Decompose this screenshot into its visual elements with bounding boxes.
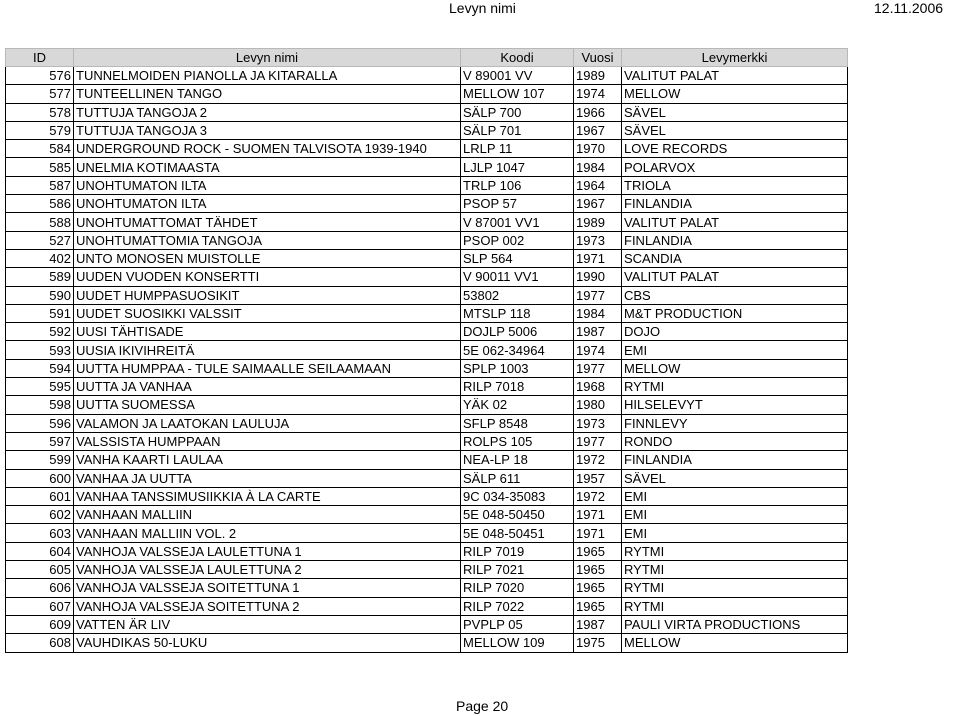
table-row — [6, 85, 848, 103]
cell-year: 1964 — [574, 176, 622, 194]
cell-label: PAULI VIRTA PRODUCTIONS — [622, 615, 848, 633]
cell-name: VAUHDIKAS 50-LUKU — [74, 634, 461, 652]
cell-year: 1971 — [574, 524, 622, 542]
table-row — [6, 542, 848, 560]
page-footer — [456, 698, 508, 714]
table-row — [6, 506, 848, 524]
cell-year: 1971 — [574, 249, 622, 267]
cell-name: UNDERGROUND ROCK - SUOMEN TALVISOTA 1939-1940 — [74, 140, 461, 158]
cell-id: 590 — [6, 286, 74, 304]
cell-id: 598 — [6, 396, 74, 414]
table-row — [6, 597, 848, 615]
cell-year: 1977 — [574, 286, 622, 304]
table-row — [6, 414, 848, 432]
table-row — [6, 579, 848, 597]
cell-year: 1972 — [574, 451, 622, 469]
cell-code: SÄLP 611 — [461, 469, 574, 487]
cell-year: 1975 — [574, 634, 622, 652]
cell-name: VANHOJA VALSSEJA SOITETTUNA 1 — [74, 579, 461, 597]
cell-label: VALITUT PALAT — [622, 268, 848, 286]
cell-id: 604 — [6, 542, 74, 560]
cell-label: VALITUT PALAT — [622, 213, 848, 231]
cell-year: 1987 — [574, 323, 622, 341]
page-number: Page 20 — [456, 698, 509, 714]
table-row — [6, 249, 848, 267]
cell-name: UUDEN VUODEN KONSERTTI — [74, 268, 461, 286]
page-title: Levyn nimi — [449, 0, 516, 16]
cell-id: 586 — [6, 195, 74, 213]
cell-id: 605 — [6, 561, 74, 579]
cell-year: 1968 — [574, 378, 622, 396]
cell-year: 1973 — [574, 231, 622, 249]
cell-id: 603 — [6, 524, 74, 542]
cell-id: 578 — [6, 103, 74, 121]
cell-code: 9C 034-35083 — [461, 487, 574, 505]
cell-name: VANHA KAARTI LAULAA — [74, 451, 461, 469]
cell-id: 402 — [6, 249, 74, 267]
column-header-label: Levymerkki — [622, 49, 848, 67]
cell-name: VANHAAN MALLIIN — [74, 506, 461, 524]
cell-year: 1980 — [574, 396, 622, 414]
cell-label: FINNLEVY — [622, 414, 848, 432]
table-row — [6, 561, 848, 579]
cell-code: 53802 — [461, 286, 574, 304]
cell-code: NEA-LP 18 — [461, 451, 574, 469]
cell-label: FINLANDIA — [622, 451, 848, 469]
cell-name: UUTTA HUMPPAA - TULE SAIMAALLE SEILAAMAAN — [74, 359, 461, 377]
table-row — [6, 487, 848, 505]
cell-name: UNOHTUMATON ILTA — [74, 195, 461, 213]
table-row — [6, 615, 848, 633]
cell-code: SPLP 1003 — [461, 359, 574, 377]
cell-label: MELLOW — [622, 359, 848, 377]
cell-label: HILSELEVYT — [622, 396, 848, 414]
table-row — [6, 378, 848, 396]
cell-year: 1973 — [574, 414, 622, 432]
cell-name: UNOHTUMATTOMAT TÄHDET — [74, 213, 461, 231]
cell-label: VALITUT PALAT — [622, 67, 848, 85]
table-row — [6, 359, 848, 377]
cell-id: 587 — [6, 176, 74, 194]
cell-label: RYTMI — [622, 542, 848, 560]
cell-label: TRIOLA — [622, 176, 848, 194]
cell-code: RILP 7022 — [461, 597, 574, 615]
cell-name: UUTTA JA VANHAA — [74, 378, 461, 396]
table-row — [6, 67, 848, 85]
cell-id: 596 — [6, 414, 74, 432]
cell-year: 1974 — [574, 341, 622, 359]
cell-code: PSOP 002 — [461, 231, 574, 249]
cell-label: RYTMI — [622, 597, 848, 615]
cell-label: RYTMI — [622, 561, 848, 579]
cell-label: RONDO — [622, 432, 848, 450]
cell-name: UUDET HUMPPASUOSIKIT — [74, 286, 461, 304]
column-header-code: Koodi — [461, 49, 574, 67]
table-row — [6, 176, 848, 194]
cell-label: SÄVEL — [622, 121, 848, 139]
cell-code: MELLOW 109 — [461, 634, 574, 652]
cell-id: 601 — [6, 487, 74, 505]
cell-code: MTSLP 118 — [461, 304, 574, 322]
records-table — [5, 48, 848, 653]
cell-label: SÄVEL — [622, 103, 848, 121]
cell-name: UNOHTUMATTOMIA TANGOJA — [74, 231, 461, 249]
cell-name: VANHOJA VALSSEJA SOITETTUNA 2 — [74, 597, 461, 615]
cell-label: MELLOW — [622, 634, 848, 652]
cell-year: 1977 — [574, 359, 622, 377]
cell-name: TUNTEELLINEN TANGO — [74, 85, 461, 103]
cell-id: 599 — [6, 451, 74, 469]
cell-year: 1984 — [574, 158, 622, 176]
cell-name: UNOHTUMATON ILTA — [74, 176, 461, 194]
cell-name: VALSSISTA HUMPPAAN — [74, 432, 461, 450]
cell-label: RYTMI — [622, 579, 848, 597]
cell-code: 5E 062-34964 — [461, 341, 574, 359]
table-row — [6, 158, 848, 176]
column-header-name: Levyn nimi — [74, 49, 461, 67]
cell-id: 602 — [6, 506, 74, 524]
cell-year: 1965 — [574, 597, 622, 615]
cell-code: ROLPS 105 — [461, 432, 574, 450]
cell-code: V 89001 VV — [461, 67, 574, 85]
cell-label: POLARVOX — [622, 158, 848, 176]
print-date: 12.11.2006 — [874, 0, 944, 16]
cell-code: PSOP 57 — [461, 195, 574, 213]
table-row — [6, 432, 848, 450]
cell-name: VATTEN ÄR LIV — [74, 615, 461, 633]
cell-id: 589 — [6, 268, 74, 286]
cell-label: SCANDIA — [622, 249, 848, 267]
cell-id: 527 — [6, 231, 74, 249]
cell-year: 1990 — [574, 268, 622, 286]
cell-year: 1987 — [574, 615, 622, 633]
table-row — [6, 451, 848, 469]
cell-code: LJLP 1047 — [461, 158, 574, 176]
table-header-row — [6, 49, 848, 67]
cell-code: 5E 048-50451 — [461, 524, 574, 542]
cell-name: VALAMON JA LAATOKAN LAULUJA — [74, 414, 461, 432]
cell-id: 576 — [6, 67, 74, 85]
cell-id: 585 — [6, 158, 74, 176]
cell-id: 595 — [6, 378, 74, 396]
table-row — [6, 140, 848, 158]
cell-name: TUTTUJA TANGOJA 2 — [74, 103, 461, 121]
table-row — [6, 231, 848, 249]
cell-code: V 87001 VV1 — [461, 213, 574, 231]
table-row — [6, 304, 848, 322]
cell-year: 1967 — [574, 195, 622, 213]
cell-code: DOJLP 5006 — [461, 323, 574, 341]
cell-code: SÄLP 700 — [461, 103, 574, 121]
page-header — [0, 0, 960, 20]
cell-code: LRLP 11 — [461, 140, 574, 158]
cell-code: 5E 048-50450 — [461, 506, 574, 524]
column-header-id: ID — [6, 49, 74, 67]
cell-year: 1957 — [574, 469, 622, 487]
cell-name: VANHAAN MALLIIN VOL. 2 — [74, 524, 461, 542]
cell-year: 1974 — [574, 85, 622, 103]
cell-name: VANHAA TANSSIMUSIIKKIA À LA CARTE — [74, 487, 461, 505]
cell-year: 1965 — [574, 561, 622, 579]
cell-name: UUDET SUOSIKKI VALSSIT — [74, 304, 461, 322]
cell-year: 1970 — [574, 140, 622, 158]
column-header-year: Vuosi — [574, 49, 622, 67]
cell-id: 608 — [6, 634, 74, 652]
table-row — [6, 103, 848, 121]
cell-id: 592 — [6, 323, 74, 341]
cell-code: SFLP 8548 — [461, 414, 574, 432]
table-row — [6, 213, 848, 231]
cell-code: MELLOW 107 — [461, 85, 574, 103]
cell-code: RILP 7019 — [461, 542, 574, 560]
cell-name: VANHOJA VALSSEJA LAULETTUNA 1 — [74, 542, 461, 560]
cell-code: SLP 564 — [461, 249, 574, 267]
cell-name: UUTTA SUOMESSA — [74, 396, 461, 414]
cell-label: M&T PRODUCTION — [622, 304, 848, 322]
cell-label: MELLOW — [622, 85, 848, 103]
cell-label: FINLANDIA — [622, 195, 848, 213]
table-body — [6, 67, 848, 653]
cell-label: EMI — [622, 506, 848, 524]
cell-name: UUSI TÄHTISADE — [74, 323, 461, 341]
cell-year: 1977 — [574, 432, 622, 450]
cell-year: 1965 — [574, 542, 622, 560]
cell-id: 607 — [6, 597, 74, 615]
table-row — [6, 121, 848, 139]
cell-year: 1966 — [574, 103, 622, 121]
cell-label: FINLANDIA — [622, 231, 848, 249]
cell-code: RILP 7021 — [461, 561, 574, 579]
cell-id: 584 — [6, 140, 74, 158]
cell-name: UNELMIA KOTIMAASTA — [74, 158, 461, 176]
cell-code: YÄK 02 — [461, 396, 574, 414]
cell-id: 579 — [6, 121, 74, 139]
table-row — [6, 341, 848, 359]
cell-id: 597 — [6, 432, 74, 450]
table-row — [6, 469, 848, 487]
table-row — [6, 524, 848, 542]
cell-label: CBS — [622, 286, 848, 304]
cell-code: TRLP 106 — [461, 176, 574, 194]
cell-year: 1972 — [574, 487, 622, 505]
cell-id: 609 — [6, 615, 74, 633]
table-row — [6, 634, 848, 652]
cell-id: 591 — [6, 304, 74, 322]
cell-year: 1967 — [574, 121, 622, 139]
cell-id: 593 — [6, 341, 74, 359]
cell-label: EMI — [622, 341, 848, 359]
cell-name: VANHAA JA UUTTA — [74, 469, 461, 487]
cell-code: RILP 7018 — [461, 378, 574, 396]
cell-name: UUSIA IKIVIHREITÄ — [74, 341, 461, 359]
cell-year: 1984 — [574, 304, 622, 322]
cell-id: 600 — [6, 469, 74, 487]
cell-code: SÄLP 701 — [461, 121, 574, 139]
cell-label: LOVE RECORDS — [622, 140, 848, 158]
cell-label: SÄVEL — [622, 469, 848, 487]
cell-name: TUTTUJA TANGOJA 3 — [74, 121, 461, 139]
table-row — [6, 195, 848, 213]
cell-code: RILP 7020 — [461, 579, 574, 597]
cell-id: 588 — [6, 213, 74, 231]
cell-year: 1971 — [574, 506, 622, 524]
table-row — [6, 323, 848, 341]
cell-label: DOJO — [622, 323, 848, 341]
cell-id: 594 — [6, 359, 74, 377]
cell-name: UNTO MONOSEN MUISTOLLE — [74, 249, 461, 267]
cell-code: V 90011 VV1 — [461, 268, 574, 286]
cell-year: 1989 — [574, 67, 622, 85]
cell-year: 1965 — [574, 579, 622, 597]
table-row — [6, 396, 848, 414]
cell-label: EMI — [622, 524, 848, 542]
cell-label: EMI — [622, 487, 848, 505]
cell-id: 577 — [6, 85, 74, 103]
cell-label: RYTMI — [622, 378, 848, 396]
cell-name: VANHOJA VALSSEJA LAULETTUNA 2 — [74, 561, 461, 579]
cell-code: PVPLP 05 — [461, 615, 574, 633]
table-row — [6, 286, 848, 304]
table-row — [6, 268, 848, 286]
cell-name: TUNNELMOIDEN PIANOLLA JA KITARALLA — [74, 67, 461, 85]
cell-id: 606 — [6, 579, 74, 597]
cell-year: 1989 — [574, 213, 622, 231]
